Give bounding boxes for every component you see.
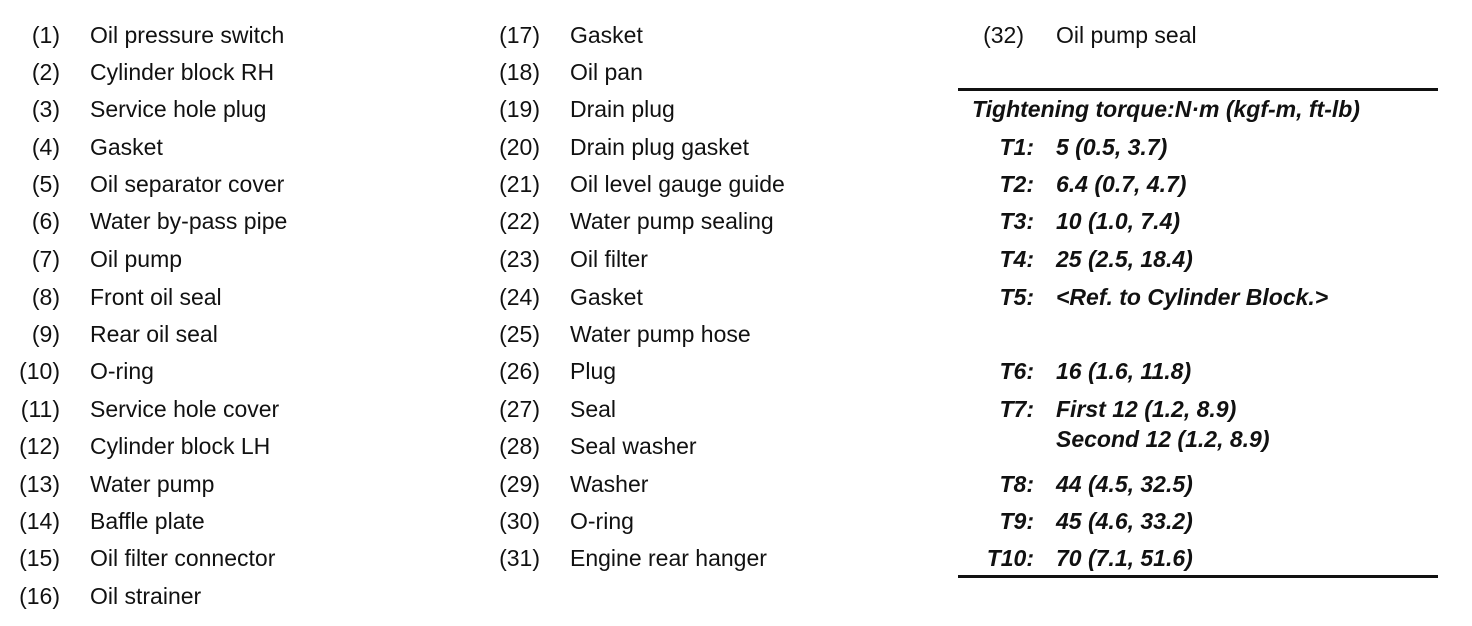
torque-value: First 12 (1.2, 8.9) (1056, 396, 1237, 422)
part-name: O-ring (90, 358, 154, 384)
part-name: Oil pressure switch (90, 22, 285, 48)
part-number: (15) (19, 545, 60, 571)
part-number: (31) (499, 545, 540, 571)
part-name: Gasket (90, 134, 163, 160)
torque-value: 25 (2.5, 18.4) (1056, 246, 1193, 272)
part-number: (30) (499, 508, 540, 534)
part-number: (7) (31, 246, 60, 272)
part-name: Water pump (90, 471, 215, 497)
part-name: Cylinder block RH (90, 59, 275, 85)
part-number: (27) (499, 396, 540, 422)
part-name: Oil filter connector (90, 545, 276, 571)
part-name: Oil separator cover (90, 171, 285, 197)
part-number: (32) (983, 22, 1024, 48)
torque-value-second: Second 12 (1.2, 8.9) (1056, 426, 1270, 452)
part-name: Oil pump seal (1056, 22, 1197, 48)
part-number: (29) (499, 471, 540, 497)
part-name: Gasket (570, 22, 643, 48)
part-name: Seal washer (570, 433, 697, 459)
part-number: (6) (31, 208, 60, 234)
part-name: Seal (570, 396, 617, 422)
part-number: (26) (499, 358, 540, 384)
part-name: Front oil seal (90, 284, 222, 310)
torque-label: T8: (999, 471, 1034, 497)
part-number: (16) (19, 583, 60, 609)
torque-label: T3: (999, 208, 1034, 234)
part-number: (13) (19, 471, 60, 497)
torque-label: T7: (999, 396, 1034, 422)
torque-value: 10 (1.0, 7.4) (1056, 208, 1181, 234)
torque-label: T1: (999, 134, 1034, 160)
part-number: (18) (499, 59, 540, 85)
torque-label: T9: (999, 508, 1034, 534)
part-name: Oil filter (570, 246, 648, 272)
part-number: (23) (499, 246, 540, 272)
part-number: (25) (499, 321, 540, 347)
torque-value: 70 (7.1, 51.6) (1056, 545, 1193, 571)
part-number: (9) (31, 321, 60, 347)
torque-value: 6.4 (0.7, 4.7) (1056, 171, 1187, 197)
part-name: Oil pan (570, 59, 643, 85)
torque-table-top-rule (958, 88, 1438, 91)
part-name: Service hole plug (90, 96, 267, 122)
part-number: (12) (19, 433, 60, 459)
part-number: (5) (31, 171, 60, 197)
part-name: Gasket (570, 284, 643, 310)
part-number: (17) (499, 22, 540, 48)
part-name: Rear oil seal (90, 321, 218, 347)
torque-label: T10: (986, 545, 1034, 571)
part-number: (2) (31, 59, 60, 85)
part-number: (11) (20, 396, 60, 422)
part-number: (19) (499, 96, 540, 122)
part-name: Engine rear hanger (570, 545, 767, 571)
part-name: Water pump hose (570, 321, 751, 347)
torque-value: 45 (4.6, 33.2) (1056, 508, 1193, 534)
torque-table-heading: Tightening torque:N·m (kgf-m, ft-lb) (972, 96, 1360, 122)
part-name: Water by-pass pipe (90, 208, 288, 234)
part-name: Service hole cover (90, 396, 280, 422)
part-number: (4) (31, 134, 60, 160)
torque-value: 5 (0.5, 3.7) (1056, 134, 1168, 160)
part-number: (14) (19, 508, 60, 534)
part-name: Drain plug (570, 96, 675, 122)
part-name: Baffle plate (90, 508, 205, 534)
part-name: Oil pump (90, 246, 183, 272)
torque-value: 44 (4.5, 32.5) (1056, 471, 1193, 497)
part-number: (8) (31, 284, 60, 310)
part-number: (1) (31, 22, 60, 48)
part-name: Drain plug gasket (570, 134, 749, 160)
torque-table-bottom-rule (958, 575, 1438, 578)
part-name: Plug (570, 358, 617, 384)
torque-label: T4: (999, 246, 1034, 272)
part-number: (3) (31, 96, 60, 122)
part-name: Water pump sealing (570, 208, 774, 234)
torque-label: T2: (999, 171, 1034, 197)
part-number: (22) (499, 208, 540, 234)
part-number: (24) (499, 284, 540, 310)
torque-label: T6: (999, 358, 1034, 384)
part-number: (21) (499, 171, 540, 197)
part-number: (10) (19, 358, 60, 384)
torque-value: <Ref. to Cylinder Block.> (1056, 284, 1329, 310)
part-number: (28) (499, 433, 540, 459)
part-name: O-ring (570, 508, 634, 534)
part-name: Washer (570, 471, 649, 497)
part-number: (20) (499, 134, 540, 160)
part-name: Oil strainer (90, 583, 202, 609)
torque-value: 16 (1.6, 11.8) (1056, 358, 1192, 384)
part-name: Oil level gauge guide (570, 171, 785, 197)
part-name: Cylinder block LH (90, 433, 271, 459)
torque-label: T5: (999, 284, 1034, 310)
